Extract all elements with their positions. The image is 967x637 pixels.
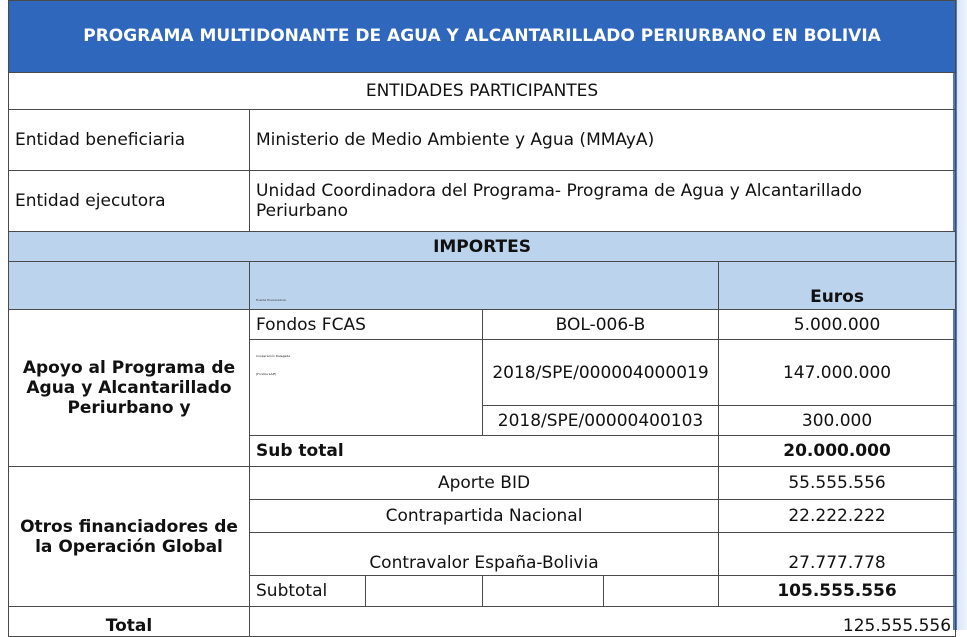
otros-subtotal-empty-3 — [604, 576, 719, 607]
delegada-tiny-2: (Fondos LAIF) — [256, 372, 277, 376]
otros-subtotal-label: Subtotal — [250, 576, 366, 607]
importes-blank-cell — [9, 262, 250, 310]
ejecutora-value: Unidad Coordinadora del Programa- Programa de Agua y Alcantarillado Periurbano — [250, 171, 956, 232]
importes-header: IMPORTES — [9, 232, 956, 262]
otros-amount-3: 27.777.778 — [719, 533, 956, 576]
fuente-tiny-label: Fuente financiadora — [256, 298, 286, 302]
entidades-header: ENTIDADES PARTICIPANTES — [9, 73, 956, 110]
apoyo-code-3: 2018/SPE/00000400103 — [483, 406, 719, 436]
otros-group-label: Otros financiadores de la Operación Global — [9, 467, 250, 607]
page-edge — [957, 0, 967, 630]
total-label: Total — [9, 607, 250, 637]
total-amount: 125.555.556 — [250, 607, 956, 637]
financing-table — [8, 0, 956, 637]
apoyo-amount-3: 300.000 — [719, 406, 956, 436]
otros-subtotal-amount: 105.555.556 — [719, 576, 956, 607]
currency-header: Euros — [719, 262, 956, 310]
otros-name-2: Contrapartida Nacional — [250, 500, 719, 533]
apoyo-amount-2: 147.000.000 — [719, 340, 956, 406]
apoyo-subtotal-label: Sub total — [250, 436, 719, 467]
apoyo-amount-1: 5.000.000 — [719, 310, 956, 340]
page-title: PROGRAMA MULTIDONANTE DE AGUA Y ALCANTARILLADO PERIURBANO EN BOLIVIA — [9, 1, 956, 73]
apoyo-group-label: Apoyo al Programa de Agua y Alcantarillado Periurbano y — [9, 310, 250, 467]
apoyo-fund-fcas: Fondos FCAS — [250, 310, 483, 340]
otros-subtotal-empty-2 — [483, 576, 604, 607]
apoyo-fund-delegada — [250, 340, 483, 436]
apoyo-code-2: 2018/SPE/000004000019 — [483, 340, 719, 406]
apoyo-code-1: BOL-006-B — [483, 310, 719, 340]
beneficiaria-label: Entidad beneficiaria — [9, 110, 250, 171]
ejecutora-label: Entidad ejecutora — [9, 171, 250, 232]
otros-name-3: Contravalor España-Bolivia — [250, 533, 719, 576]
apoyo-subtotal-amount: 20.000.000 — [719, 436, 956, 467]
otros-name-1: Aporte BID — [250, 467, 719, 500]
beneficiaria-value: Ministerio de Medio Ambiente y Agua (MMAyA) — [250, 110, 956, 171]
otros-amount-2: 22.222.222 — [719, 500, 956, 533]
delegada-tiny-1: Cooperación Delegada — [256, 354, 291, 358]
fuente-header-cell — [250, 262, 719, 310]
otros-amount-1: 55.555.556 — [719, 467, 956, 500]
otros-subtotal-empty-1 — [366, 576, 483, 607]
